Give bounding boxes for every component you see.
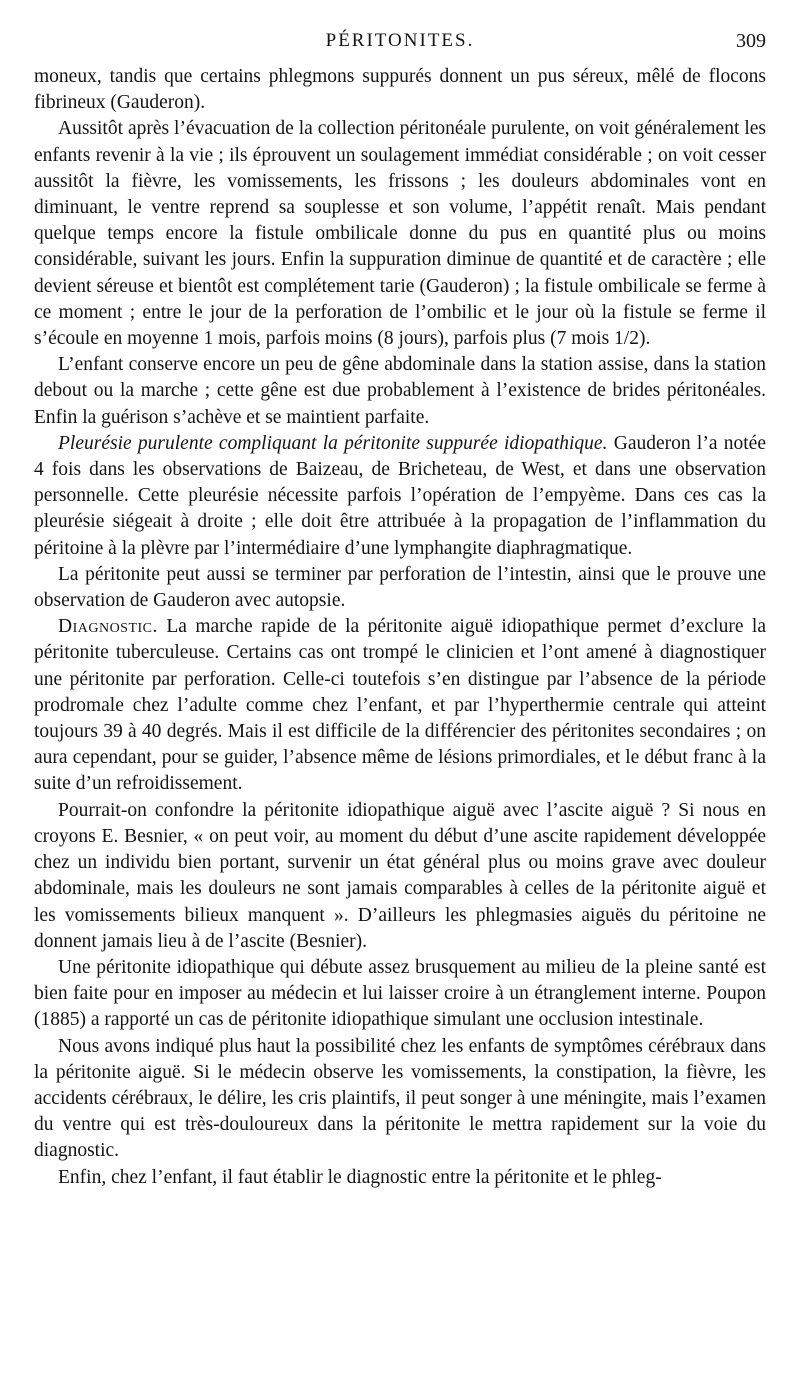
paragraph [34,64,766,116]
italic-lead: Pleurésie purulente compliquant la péritonite suppurée idiopathique. [58,432,608,454]
paragraph-text: Nous avons indiqué plus haut la possibilité chez les enfants de symptômes cérébraux dans la péritonite aiguë. Si le médecin observe les vomissements, la constipation, la fièvre, les accidents cérébraux, le délire, les cris plaintifs, il peut songer à une méningite, mais l’examen du ventre qui est très-douloureux dans la péritonite le mettra rapidement sur la voie du diagnostic. [34,1035,766,1162]
paragraph-text: Aussitôt après l’évacuation de la collection péritonéale purulente, on voit généralement les enfants revenir à la vie ; ils éprouvent un soulagement immédiat considérable ; on voit cesser aussitôt la fièvre, les vomissements, les frissons ; les douleurs abdominales vont en diminuant, le ventre reprend sa souplesse et son volume, l’appétit renaît. Mais pendant quelque temps encore la fistule ombilicale donne du pus en quantité plus ou moins considérable, suivant les jours. Enfin la suppuration diminue de quantité et de caractère ; elle devient séreuse et bientôt est complétement tarie (Gauderon) ; la fistule ombilicale se ferme à ce moment ; entre le jour de la perforation de l’ombilic et le jour où la fistule se ferme il s’écoule en moyenne 1 mois, parfois moins (8 jours), parfois plus (7 mois 1/2). [34,118,766,350]
paragraph [34,1165,766,1191]
paragraph-text: Enfin, chez l’enfant, il faut établir le diagnostic entre la péritonite et le phleg- [58,1166,662,1188]
paragraph-text: La péritonite peut aussi se terminer par perforation de l’intestin, ainsi que le prouve une observation de Gauderon avec autopsie. [34,563,766,612]
paragraph [34,1034,766,1165]
page-number: 309 [736,30,766,52]
paragraph [34,352,766,431]
paragraph-text: Une péritonite idiopathique qui débute assez brusquement au milieu de la pleine santé est bien faite pour en imposer au médecin et lui laisser croire à un étranglement interne. Poupon (1885) a rapporté un cas de péritonite idiopathique simulant une occlusion intestinale. [34,956,766,1031]
section-heading-diagnostic: Diagnostic. [58,616,158,638]
paragraph [34,614,766,797]
paragraph [34,955,766,1034]
paragraph [34,798,766,955]
paragraph [34,116,766,352]
paragraph-text: Gauderon l’a notée 4 fois dans les observations de Baizeau, de Bricheteau, de West, et dans une observation personnelle. Cette pleurésie nécessite parfois l’opération de l’empyème. Dans ces cas la pleurésie siégeait à droite ; elle doit être attribuée à la propagation de l’inflammation du péritoine à la plèvre par l’intermédiaire d’une lymphangite diaphragmatique. [34,432,766,559]
paragraph-text: Pourrait-on confondre la péritonite idiopathique aiguë avec l’ascite aiguë ? Si nous en croyons E. Besnier, « on peut voir, au moment du début d’une ascite rapidement développée chez un individu bien portant, survenir un état général plus ou moins grave avec douleur abdominale, mais les douleurs ne sont jamais comparables à celles de la péritonite aiguë et les vomissements bilieux manquent ». D’ailleurs les phlegmasies aiguës du péritoine ne donnent jamais lieu à de l’ascite (Besnier). [34,799,766,952]
running-title: PÉRITONITES. [325,30,475,51]
paragraph-text: moneux, tandis que certains phlegmons suppurés donnent un pus séreux, mêlé de flocons fibrineux (Gauderon). [34,66,766,114]
paragraph [34,562,766,614]
paragraph [34,431,766,562]
paragraph-text: L’enfant conserve encore un peu de gêne abdominale dans la station assise, dans la station debout ou la marche ; cette gêne est due probablement à l’existence de brides péritonéales. Enfin la guérison s’achève et se maintient parfaite. [34,354,766,428]
body-text [34,64,766,1191]
page-header [34,30,766,60]
paragraph-text: La marche rapide de la péritonite aiguë idiopathique permet d’exclure la péritonite tuberculeuse. Certains cas ont trompé le clinicien et l’ont amené à diagnostiquer une péritonite par perforation. Celle-ci toutefois s’en distingue par l’absence de la période prodromale chez l’adulte comme chez l’enfant, et par l’hyperthermie centrale qui atteint toujours 39 à 40 degrés. Mais il est difficile de la différencier des péritonites secondaires ; on aura cependant, pour se guider, l’absence même de lésions primordiales, et le début franc à la suite d’un refroidissement. [34,616,766,795]
